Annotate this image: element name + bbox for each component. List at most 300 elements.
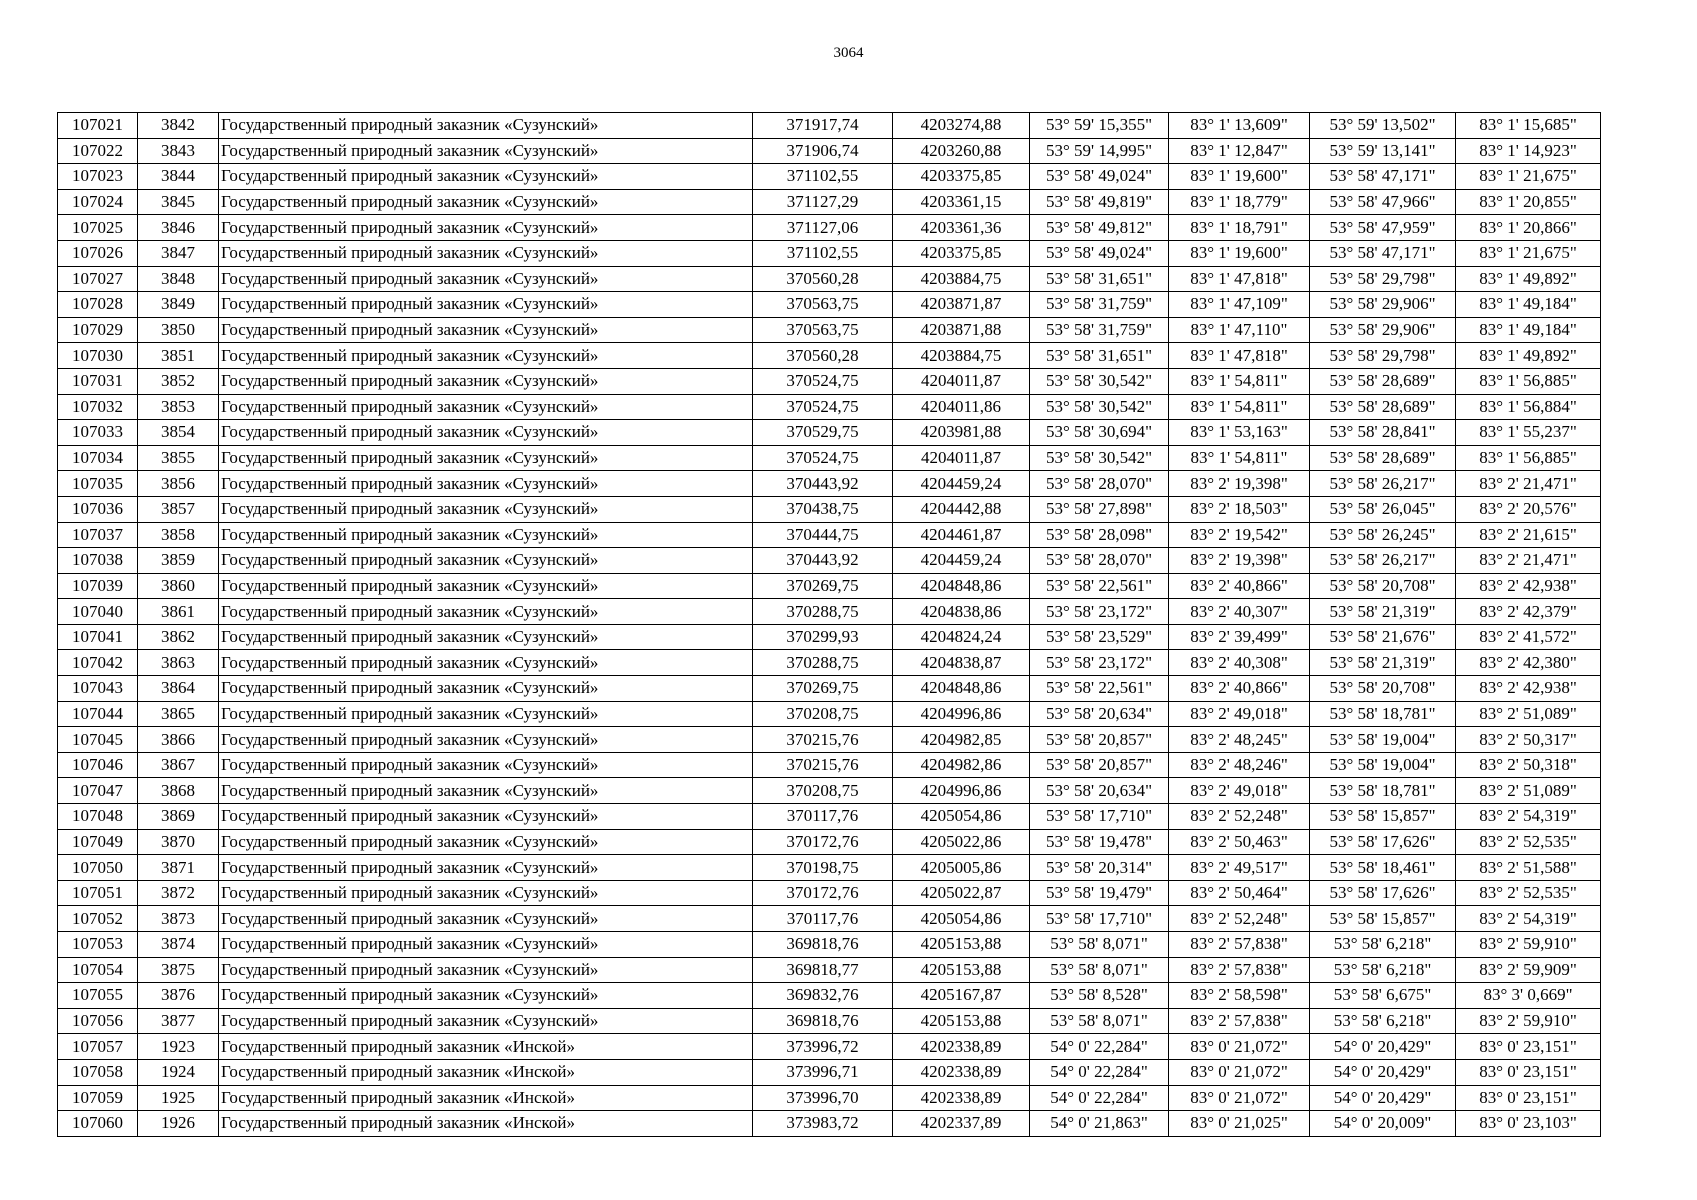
table-row	[58, 292, 1601, 318]
page-number: 3064	[833, 45, 864, 61]
longitude-2-cell: 83° 3' 0,669"	[1456, 983, 1601, 1009]
longitude-2-cell: 83° 1' 55,237"	[1456, 420, 1601, 446]
y-coordinate-cell: 4204848,86	[893, 676, 1030, 702]
row-id-cell: 107059	[58, 1085, 138, 1111]
reserve-name-cell: Государственный природный заказник «Сузунский»	[219, 548, 753, 574]
point-number-cell: 3868	[138, 778, 219, 804]
y-coordinate-cell: 4205022,87	[893, 880, 1030, 906]
longitude-1-cell: 83° 2' 40,307"	[1169, 599, 1310, 625]
longitude-2-cell: 83° 2' 21,471"	[1456, 471, 1601, 497]
y-coordinate-cell: 4202338,89	[893, 1034, 1030, 1060]
longitude-2-cell: 83° 2' 42,380"	[1456, 650, 1601, 676]
latitude-2-cell: 54° 0' 20,429"	[1310, 1085, 1456, 1111]
longitude-2-cell: 83° 2' 41,572"	[1456, 624, 1601, 650]
longitude-2-cell: 83° 1' 21,675"	[1456, 240, 1601, 266]
table-row	[58, 727, 1601, 753]
x-coordinate-cell: 369818,76	[753, 1008, 893, 1034]
x-coordinate-cell: 373996,70	[753, 1085, 893, 1111]
latitude-2-cell: 53° 58' 28,689"	[1310, 445, 1456, 471]
longitude-1-cell: 83° 1' 54,811"	[1169, 445, 1310, 471]
point-number-cell: 3877	[138, 1008, 219, 1034]
coordinates-table	[57, 112, 1601, 1137]
longitude-1-cell: 83° 1' 13,609"	[1169, 113, 1310, 139]
table-row	[58, 752, 1601, 778]
reserve-name-cell: Государственный природный заказник «Сузунский»	[219, 957, 753, 983]
reserve-name-cell: Государственный природный заказник «Сузунский»	[219, 189, 753, 215]
longitude-2-cell: 83° 2' 52,535"	[1456, 829, 1601, 855]
reserve-name-cell: Государственный природный заказник «Сузунский»	[219, 778, 753, 804]
latitude-2-cell: 53° 58' 21,676"	[1310, 624, 1456, 650]
latitude-2-cell: 53° 59' 13,502"	[1310, 113, 1456, 139]
longitude-1-cell: 83° 2' 40,866"	[1169, 573, 1310, 599]
longitude-1-cell: 83° 1' 47,818"	[1169, 343, 1310, 369]
longitude-1-cell: 83° 1' 19,600"	[1169, 164, 1310, 190]
latitude-1-cell: 53° 58' 23,529"	[1030, 624, 1169, 650]
x-coordinate-cell: 371102,55	[753, 240, 893, 266]
longitude-1-cell: 83° 0' 21,072"	[1169, 1085, 1310, 1111]
table-row	[58, 1111, 1601, 1137]
table-row	[58, 1059, 1601, 1085]
row-id-cell: 107031	[58, 368, 138, 394]
latitude-2-cell: 54° 0' 20,429"	[1310, 1034, 1456, 1060]
latitude-1-cell: 53° 58' 22,561"	[1030, 676, 1169, 702]
reserve-name-cell: Государственный природный заказник «Сузунский»	[219, 701, 753, 727]
reserve-name-cell: Государственный природный заказник «Сузунский»	[219, 932, 753, 958]
point-number-cell: 3843	[138, 138, 219, 164]
row-id-cell: 107027	[58, 266, 138, 292]
table-row	[58, 215, 1601, 241]
longitude-1-cell: 83° 2' 58,598"	[1169, 983, 1310, 1009]
latitude-2-cell: 53° 58' 29,906"	[1310, 292, 1456, 318]
reserve-name-cell: Государственный природный заказник «Сузунский»	[219, 164, 753, 190]
row-id-cell: 107042	[58, 650, 138, 676]
row-id-cell: 107038	[58, 548, 138, 574]
longitude-2-cell: 83° 2' 59,909"	[1456, 957, 1601, 983]
longitude-2-cell: 83° 2' 51,588"	[1456, 855, 1601, 881]
row-id-cell: 107026	[58, 240, 138, 266]
reserve-name-cell: Государственный природный заказник «Сузунский»	[219, 573, 753, 599]
table-row	[58, 548, 1601, 574]
row-id-cell: 107028	[58, 292, 138, 318]
point-number-cell: 3845	[138, 189, 219, 215]
reserve-name-cell: Государственный природный заказник «Сузунский»	[219, 599, 753, 625]
row-id-cell: 107025	[58, 215, 138, 241]
x-coordinate-cell: 370529,75	[753, 420, 893, 446]
longitude-1-cell: 83° 1' 54,811"	[1169, 368, 1310, 394]
reserve-name-cell: Государственный природный заказник «Сузунский»	[219, 138, 753, 164]
latitude-1-cell: 53° 58' 49,024"	[1030, 240, 1169, 266]
longitude-1-cell: 83° 2' 18,503"	[1169, 496, 1310, 522]
latitude-1-cell: 53° 58' 20,857"	[1030, 727, 1169, 753]
y-coordinate-cell: 4203871,87	[893, 292, 1030, 318]
row-id-cell: 107024	[58, 189, 138, 215]
row-id-cell: 107046	[58, 752, 138, 778]
table-row	[58, 368, 1601, 394]
latitude-2-cell: 53° 58' 17,626"	[1310, 829, 1456, 855]
y-coordinate-cell: 4204442,88	[893, 496, 1030, 522]
x-coordinate-cell: 371917,74	[753, 113, 893, 139]
reserve-name-cell: Государственный природный заказник «Сузунский»	[219, 650, 753, 676]
reserve-name-cell: Государственный природный заказник «Сузунский»	[219, 113, 753, 139]
reserve-name-cell: Государственный природный заказник «Сузунский»	[219, 855, 753, 881]
longitude-1-cell: 83° 1' 53,163"	[1169, 420, 1310, 446]
row-id-cell: 107048	[58, 804, 138, 830]
latitude-1-cell: 53° 58' 31,759"	[1030, 317, 1169, 343]
longitude-1-cell: 83° 2' 19,398"	[1169, 471, 1310, 497]
table-row	[58, 701, 1601, 727]
longitude-1-cell: 83° 2' 52,248"	[1169, 804, 1310, 830]
x-coordinate-cell: 371127,06	[753, 215, 893, 241]
y-coordinate-cell: 4203260,88	[893, 138, 1030, 164]
y-coordinate-cell: 4205054,86	[893, 906, 1030, 932]
longitude-2-cell: 83° 2' 21,471"	[1456, 548, 1601, 574]
y-coordinate-cell: 4205022,86	[893, 829, 1030, 855]
x-coordinate-cell: 370288,75	[753, 650, 893, 676]
x-coordinate-cell: 370288,75	[753, 599, 893, 625]
longitude-1-cell: 83° 0' 21,072"	[1169, 1059, 1310, 1085]
row-id-cell: 107051	[58, 880, 138, 906]
longitude-2-cell: 83° 0' 23,151"	[1456, 1059, 1601, 1085]
latitude-1-cell: 53° 58' 8,071"	[1030, 932, 1169, 958]
latitude-2-cell: 53° 59' 13,141"	[1310, 138, 1456, 164]
latitude-2-cell: 53° 58' 21,319"	[1310, 650, 1456, 676]
table-row	[58, 445, 1601, 471]
y-coordinate-cell: 4202338,89	[893, 1085, 1030, 1111]
point-number-cell: 3844	[138, 164, 219, 190]
x-coordinate-cell: 370117,76	[753, 906, 893, 932]
y-coordinate-cell: 4202337,89	[893, 1111, 1030, 1137]
row-id-cell: 107021	[58, 113, 138, 139]
table-row	[58, 957, 1601, 983]
x-coordinate-cell: 370215,76	[753, 752, 893, 778]
latitude-2-cell: 53° 58' 28,689"	[1310, 394, 1456, 420]
reserve-name-cell: Государственный природный заказник «Инской»	[219, 1034, 753, 1060]
y-coordinate-cell: 4203361,36	[893, 215, 1030, 241]
longitude-2-cell: 83° 2' 50,318"	[1456, 752, 1601, 778]
latitude-1-cell: 53° 58' 19,479"	[1030, 880, 1169, 906]
latitude-1-cell: 54° 0' 22,284"	[1030, 1059, 1169, 1085]
table-row	[58, 471, 1601, 497]
latitude-1-cell: 53° 58' 49,024"	[1030, 164, 1169, 190]
table-row	[58, 240, 1601, 266]
point-number-cell: 1924	[138, 1059, 219, 1085]
table-row	[58, 932, 1601, 958]
longitude-1-cell: 83° 2' 57,838"	[1169, 1008, 1310, 1034]
latitude-1-cell: 53° 58' 23,172"	[1030, 650, 1169, 676]
reserve-name-cell: Государственный природный заказник «Инской»	[219, 1111, 753, 1137]
y-coordinate-cell: 4203871,88	[893, 317, 1030, 343]
latitude-2-cell: 53° 58' 18,781"	[1310, 701, 1456, 727]
x-coordinate-cell: 373996,72	[753, 1034, 893, 1060]
row-id-cell: 107034	[58, 445, 138, 471]
longitude-2-cell: 83° 2' 51,089"	[1456, 778, 1601, 804]
latitude-2-cell: 53° 58' 19,004"	[1310, 752, 1456, 778]
x-coordinate-cell: 370215,76	[753, 727, 893, 753]
reserve-name-cell: Государственный природный заказник «Сузунский»	[219, 343, 753, 369]
latitude-2-cell: 53° 58' 18,461"	[1310, 855, 1456, 881]
latitude-2-cell: 53° 58' 15,857"	[1310, 906, 1456, 932]
y-coordinate-cell: 4202338,89	[893, 1059, 1030, 1085]
y-coordinate-cell: 4205153,88	[893, 1008, 1030, 1034]
table-row	[58, 676, 1601, 702]
point-number-cell: 3867	[138, 752, 219, 778]
latitude-2-cell: 54° 0' 20,429"	[1310, 1059, 1456, 1085]
row-id-cell: 107060	[58, 1111, 138, 1137]
latitude-2-cell: 53° 58' 6,218"	[1310, 932, 1456, 958]
row-id-cell: 107057	[58, 1034, 138, 1060]
point-number-cell: 3876	[138, 983, 219, 1009]
point-number-cell: 3852	[138, 368, 219, 394]
x-coordinate-cell: 370524,75	[753, 445, 893, 471]
table-row	[58, 164, 1601, 190]
row-id-cell: 107050	[58, 855, 138, 881]
x-coordinate-cell: 370269,75	[753, 676, 893, 702]
y-coordinate-cell: 4204996,86	[893, 701, 1030, 727]
point-number-cell: 3874	[138, 932, 219, 958]
x-coordinate-cell: 370208,75	[753, 701, 893, 727]
reserve-name-cell: Государственный природный заказник «Сузунский»	[219, 983, 753, 1009]
table-row	[58, 983, 1601, 1009]
reserve-name-cell: Государственный природный заказник «Сузунский»	[219, 445, 753, 471]
latitude-1-cell: 53° 58' 8,071"	[1030, 1008, 1169, 1034]
row-id-cell: 107035	[58, 471, 138, 497]
point-number-cell: 3864	[138, 676, 219, 702]
latitude-1-cell: 53° 58' 31,651"	[1030, 343, 1169, 369]
row-id-cell: 107054	[58, 957, 138, 983]
y-coordinate-cell: 4203361,15	[893, 189, 1030, 215]
point-number-cell: 3866	[138, 727, 219, 753]
table-row	[58, 906, 1601, 932]
y-coordinate-cell: 4204461,87	[893, 522, 1030, 548]
row-id-cell: 107040	[58, 599, 138, 625]
latitude-2-cell: 53° 58' 29,906"	[1310, 317, 1456, 343]
y-coordinate-cell: 4204011,86	[893, 394, 1030, 420]
longitude-1-cell: 83° 2' 48,245"	[1169, 727, 1310, 753]
latitude-1-cell: 53° 58' 30,542"	[1030, 445, 1169, 471]
latitude-1-cell: 53° 58' 30,542"	[1030, 368, 1169, 394]
latitude-2-cell: 53° 58' 28,689"	[1310, 368, 1456, 394]
x-coordinate-cell: 373983,72	[753, 1111, 893, 1137]
table-row	[58, 317, 1601, 343]
longitude-2-cell: 83° 2' 59,910"	[1456, 1008, 1601, 1034]
x-coordinate-cell: 370299,93	[753, 624, 893, 650]
longitude-1-cell: 83° 2' 48,246"	[1169, 752, 1310, 778]
point-number-cell: 1923	[138, 1034, 219, 1060]
latitude-2-cell: 53° 58' 26,045"	[1310, 496, 1456, 522]
latitude-2-cell: 53° 58' 6,218"	[1310, 1008, 1456, 1034]
row-id-cell: 107036	[58, 496, 138, 522]
row-id-cell: 107053	[58, 932, 138, 958]
point-number-cell: 3848	[138, 266, 219, 292]
latitude-2-cell: 53° 58' 47,171"	[1310, 240, 1456, 266]
reserve-name-cell: Государственный природный заказник «Сузунский»	[219, 1008, 753, 1034]
row-id-cell: 107033	[58, 420, 138, 446]
point-number-cell: 3862	[138, 624, 219, 650]
row-id-cell: 107039	[58, 573, 138, 599]
reserve-name-cell: Государственный природный заказник «Сузунский»	[219, 880, 753, 906]
latitude-1-cell: 53° 58' 31,759"	[1030, 292, 1169, 318]
longitude-1-cell: 83° 1' 18,791"	[1169, 215, 1310, 241]
x-coordinate-cell: 369818,77	[753, 957, 893, 983]
latitude-1-cell: 53° 59' 15,355"	[1030, 113, 1169, 139]
point-number-cell: 3859	[138, 548, 219, 574]
row-id-cell: 107049	[58, 829, 138, 855]
longitude-2-cell: 83° 1' 20,855"	[1456, 189, 1601, 215]
longitude-2-cell: 83° 2' 21,615"	[1456, 522, 1601, 548]
row-id-cell: 107047	[58, 778, 138, 804]
point-number-cell: 3842	[138, 113, 219, 139]
row-id-cell: 107041	[58, 624, 138, 650]
row-id-cell: 107023	[58, 164, 138, 190]
latitude-1-cell: 53° 58' 31,651"	[1030, 266, 1169, 292]
longitude-2-cell: 83° 1' 49,184"	[1456, 292, 1601, 318]
reserve-name-cell: Государственный природный заказник «Сузунский»	[219, 394, 753, 420]
longitude-2-cell: 83° 2' 20,576"	[1456, 496, 1601, 522]
row-id-cell: 107030	[58, 343, 138, 369]
y-coordinate-cell: 4204982,86	[893, 752, 1030, 778]
latitude-1-cell: 53° 58' 30,542"	[1030, 394, 1169, 420]
latitude-1-cell: 53° 58' 28,070"	[1030, 548, 1169, 574]
longitude-1-cell: 83° 2' 39,499"	[1169, 624, 1310, 650]
y-coordinate-cell: 4204996,86	[893, 778, 1030, 804]
longitude-1-cell: 83° 1' 18,779"	[1169, 189, 1310, 215]
longitude-1-cell: 83° 2' 57,838"	[1169, 957, 1310, 983]
row-id-cell: 107052	[58, 906, 138, 932]
longitude-2-cell: 83° 1' 49,892"	[1456, 266, 1601, 292]
latitude-2-cell: 53° 58' 29,798"	[1310, 343, 1456, 369]
longitude-2-cell: 83° 2' 50,317"	[1456, 727, 1601, 753]
longitude-2-cell: 83° 1' 15,685"	[1456, 113, 1601, 139]
point-number-cell: 3873	[138, 906, 219, 932]
longitude-2-cell: 83° 2' 54,319"	[1456, 906, 1601, 932]
y-coordinate-cell: 4203884,75	[893, 343, 1030, 369]
longitude-1-cell: 83° 2' 50,463"	[1169, 829, 1310, 855]
longitude-2-cell: 83° 0' 23,151"	[1456, 1034, 1601, 1060]
x-coordinate-cell: 370208,75	[753, 778, 893, 804]
longitude-2-cell: 83° 2' 42,379"	[1456, 599, 1601, 625]
y-coordinate-cell: 4205054,86	[893, 804, 1030, 830]
latitude-2-cell: 53° 58' 26,217"	[1310, 548, 1456, 574]
latitude-1-cell: 53° 58' 20,314"	[1030, 855, 1169, 881]
row-id-cell: 107043	[58, 676, 138, 702]
x-coordinate-cell: 369818,76	[753, 932, 893, 958]
longitude-1-cell: 83° 2' 49,517"	[1169, 855, 1310, 881]
point-number-cell: 3855	[138, 445, 219, 471]
latitude-2-cell: 53° 58' 6,675"	[1310, 983, 1456, 1009]
reserve-name-cell: Государственный природный заказник «Инской»	[219, 1059, 753, 1085]
reserve-name-cell: Государственный природный заказник «Сузунский»	[219, 368, 753, 394]
row-id-cell: 107037	[58, 522, 138, 548]
latitude-1-cell: 53° 58' 17,710"	[1030, 906, 1169, 932]
latitude-1-cell: 53° 58' 23,172"	[1030, 599, 1169, 625]
point-number-cell: 3872	[138, 880, 219, 906]
table-row	[58, 420, 1601, 446]
latitude-1-cell: 53° 59' 14,995"	[1030, 138, 1169, 164]
latitude-1-cell: 53° 58' 22,561"	[1030, 573, 1169, 599]
x-coordinate-cell: 370560,28	[753, 266, 893, 292]
latitude-2-cell: 53° 58' 18,781"	[1310, 778, 1456, 804]
table-row	[58, 778, 1601, 804]
x-coordinate-cell: 370443,92	[753, 471, 893, 497]
point-number-cell: 3849	[138, 292, 219, 318]
table-row	[58, 650, 1601, 676]
x-coordinate-cell: 370438,75	[753, 496, 893, 522]
latitude-2-cell: 53° 58' 47,959"	[1310, 215, 1456, 241]
y-coordinate-cell: 4203981,88	[893, 420, 1030, 446]
point-number-cell: 3863	[138, 650, 219, 676]
table-row	[58, 855, 1601, 881]
y-coordinate-cell: 4204982,85	[893, 727, 1030, 753]
latitude-2-cell: 53° 58' 17,626"	[1310, 880, 1456, 906]
latitude-2-cell: 53° 58' 19,004"	[1310, 727, 1456, 753]
reserve-name-cell: Государственный природный заказник «Сузунский»	[219, 317, 753, 343]
reserve-name-cell: Государственный природный заказник «Сузунский»	[219, 624, 753, 650]
latitude-1-cell: 53° 58' 27,898"	[1030, 496, 1169, 522]
table-row	[58, 522, 1601, 548]
point-number-cell: 3870	[138, 829, 219, 855]
x-coordinate-cell: 370563,75	[753, 317, 893, 343]
table-row	[58, 599, 1601, 625]
longitude-2-cell: 83° 0' 23,151"	[1456, 1085, 1601, 1111]
reserve-name-cell: Государственный природный заказник «Инской»	[219, 1085, 753, 1111]
x-coordinate-cell: 370524,75	[753, 368, 893, 394]
longitude-1-cell: 83° 1' 47,109"	[1169, 292, 1310, 318]
y-coordinate-cell: 4205153,88	[893, 957, 1030, 983]
latitude-1-cell: 53° 58' 20,857"	[1030, 752, 1169, 778]
longitude-2-cell: 83° 1' 49,184"	[1456, 317, 1601, 343]
x-coordinate-cell: 373996,71	[753, 1059, 893, 1085]
point-number-cell: 3861	[138, 599, 219, 625]
longitude-2-cell: 83° 2' 52,535"	[1456, 880, 1601, 906]
y-coordinate-cell: 4204848,86	[893, 573, 1030, 599]
x-coordinate-cell: 370444,75	[753, 522, 893, 548]
longitude-2-cell: 83° 1' 21,675"	[1456, 164, 1601, 190]
x-coordinate-cell: 370560,28	[753, 343, 893, 369]
table-row	[58, 394, 1601, 420]
point-number-cell: 1925	[138, 1085, 219, 1111]
table-row	[58, 880, 1601, 906]
latitude-2-cell: 53° 58' 26,245"	[1310, 522, 1456, 548]
latitude-1-cell: 53° 58' 17,710"	[1030, 804, 1169, 830]
longitude-2-cell: 83° 1' 56,885"	[1456, 368, 1601, 394]
reserve-name-cell: Государственный природный заказник «Сузунский»	[219, 496, 753, 522]
longitude-2-cell: 83° 1' 56,884"	[1456, 394, 1601, 420]
latitude-1-cell: 53° 58' 8,071"	[1030, 957, 1169, 983]
latitude-1-cell: 54° 0' 22,284"	[1030, 1085, 1169, 1111]
longitude-1-cell: 83° 2' 49,018"	[1169, 778, 1310, 804]
longitude-1-cell: 83° 2' 50,464"	[1169, 880, 1310, 906]
y-coordinate-cell: 4204011,87	[893, 368, 1030, 394]
point-number-cell: 3846	[138, 215, 219, 241]
longitude-2-cell: 83° 1' 14,923"	[1456, 138, 1601, 164]
point-number-cell: 3869	[138, 804, 219, 830]
y-coordinate-cell: 4203375,85	[893, 164, 1030, 190]
longitude-1-cell: 83° 2' 52,248"	[1169, 906, 1310, 932]
point-number-cell: 3856	[138, 471, 219, 497]
table-row	[58, 496, 1601, 522]
longitude-1-cell: 83° 1' 54,811"	[1169, 394, 1310, 420]
row-id-cell: 107055	[58, 983, 138, 1009]
latitude-2-cell: 53° 58' 28,841"	[1310, 420, 1456, 446]
reserve-name-cell: Государственный природный заказник «Сузунский»	[219, 906, 753, 932]
reserve-name-cell: Государственный природный заказник «Сузунский»	[219, 522, 753, 548]
x-coordinate-cell: 371906,74	[753, 138, 893, 164]
reserve-name-cell: Государственный природный заказник «Сузунский»	[219, 676, 753, 702]
y-coordinate-cell: 4205153,88	[893, 932, 1030, 958]
table-row	[58, 113, 1601, 139]
point-number-cell: 3854	[138, 420, 219, 446]
table-row	[58, 189, 1601, 215]
